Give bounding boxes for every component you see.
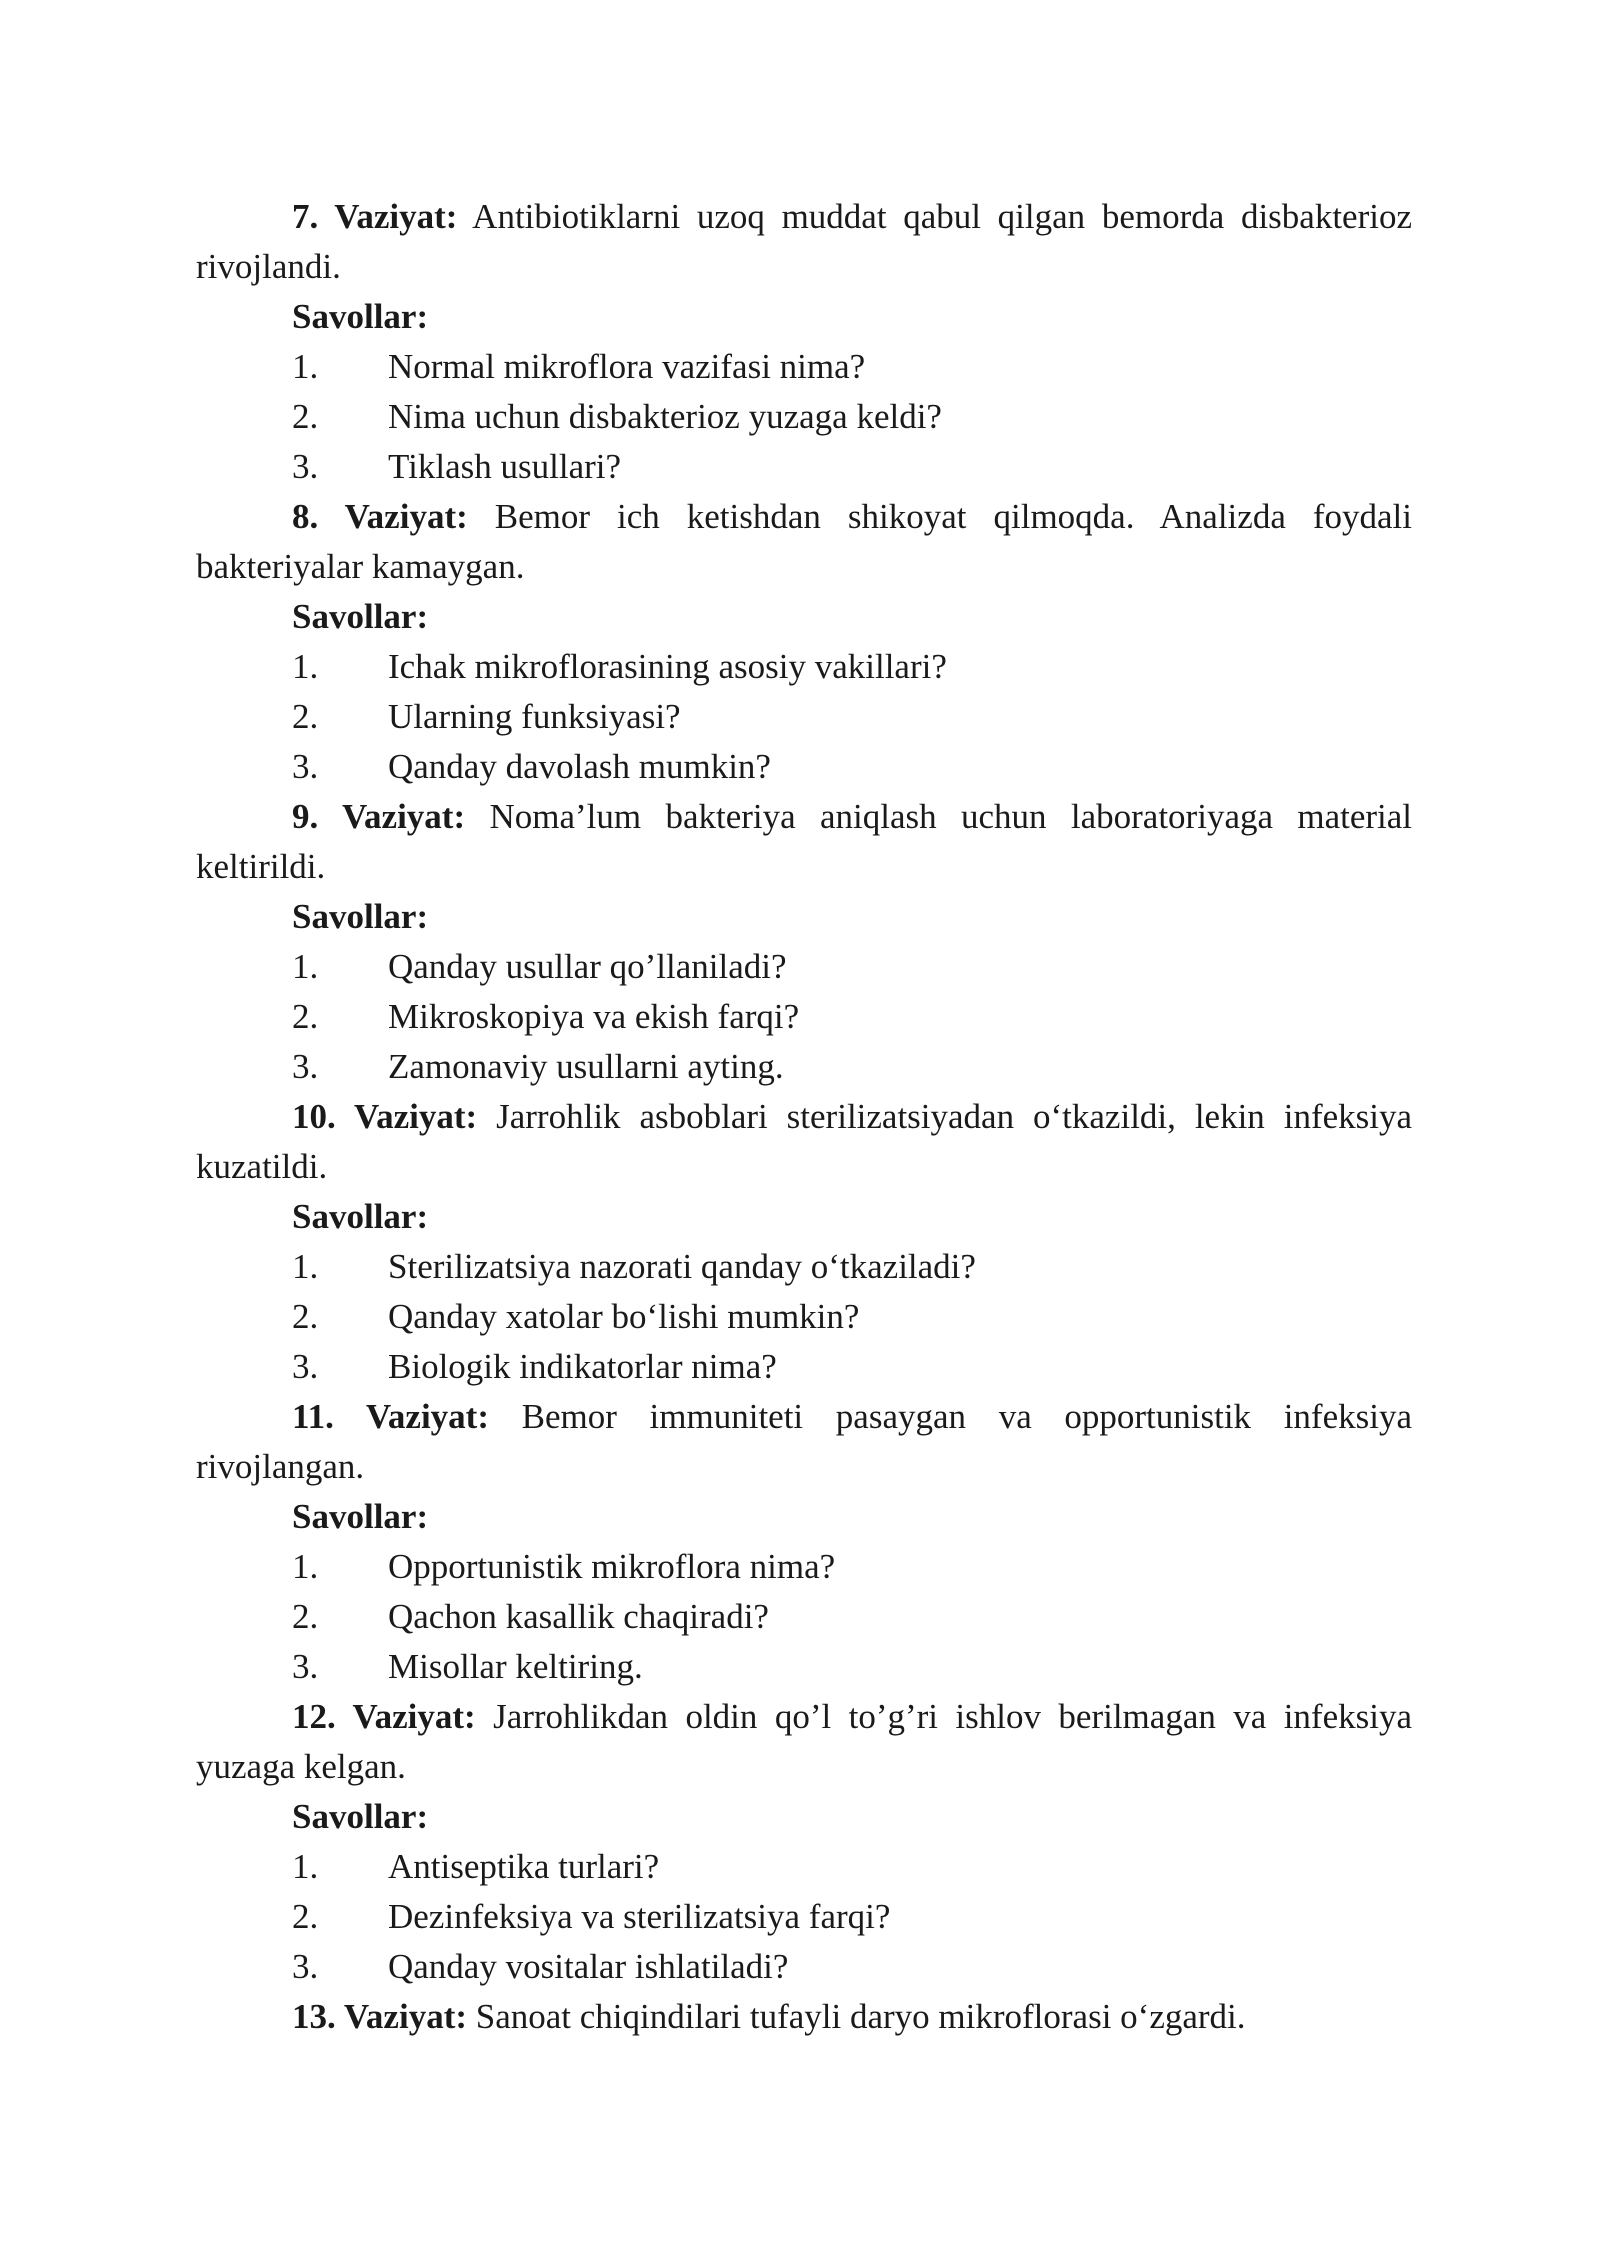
case-section [196, 192, 1412, 492]
case-label: 10. Vaziyat: [292, 1097, 478, 1136]
question-number: 2. [292, 697, 319, 736]
case-description: Noma’lum bakteriya aniqlash uchun laboratoriyaga material keltirildi. [196, 797, 1413, 886]
case-paragraph [196, 1092, 1412, 1192]
question-number: 1. [292, 347, 319, 386]
question-text: Nima uchun disbakterioz yuzaga keldi? [388, 397, 942, 436]
question-text: Qanday vositalar ishlatiladi? [388, 1947, 789, 1986]
question-item [196, 1042, 1412, 1092]
question-list [196, 1842, 1412, 1992]
case-description: Bemor ich ketishdan shikoyat qilmoqda. Analizda foydali bakteriyalar kamaygan. [196, 497, 1412, 586]
question-item [196, 992, 1412, 1042]
question-text: Mikroskopiya va ekish farqi? [388, 997, 800, 1036]
question-item [196, 442, 1412, 492]
case-paragraph [196, 1992, 1412, 2042]
question-text: Qanday usullar qo’llaniladi? [388, 947, 787, 986]
question-number: 1. [292, 647, 319, 686]
case-section [196, 1092, 1412, 1392]
question-item [196, 392, 1412, 442]
question-number: 3. [292, 1947, 319, 1986]
question-number: 2. [292, 1897, 319, 1936]
question-item [196, 1842, 1412, 1892]
question-list [196, 342, 1412, 492]
question-text: Qachon kasallik chaqiradi? [388, 1597, 769, 1636]
question-text: Qanday davolash mumkin? [388, 747, 771, 786]
question-item [196, 1242, 1412, 1292]
question-list [196, 942, 1412, 1092]
question-number: 3. [292, 747, 319, 786]
question-item [196, 1592, 1412, 1642]
case-description: Jarrohlik asboblari sterilizatsiyadan o‘tkazildi, lekin infeksiya kuzatildi. [196, 1097, 1413, 1186]
question-text: Zamonaviy usullarni ayting. [388, 1047, 784, 1086]
question-item [196, 1942, 1412, 1992]
question-item [196, 1342, 1412, 1392]
case-paragraph [196, 1692, 1412, 1792]
case-description: Antibiotiklarni uzoq muddat qabul qilgan bemorda disbakterioz rivojlandi. [196, 197, 1412, 286]
case-label: 11. Vaziyat: [292, 1397, 489, 1436]
case-paragraph [196, 492, 1412, 592]
question-item [196, 1292, 1412, 1342]
case-section [196, 1692, 1412, 1992]
question-text: Sterilizatsiya nazorati qanday o‘tkaziladi? [388, 1247, 976, 1286]
question-text: Dezinfeksiya va sterilizatsiya farqi? [388, 1897, 891, 1936]
case-description: Jarrohlikdan oldin qo’l to’g’ri ishlov berilmagan va infeksiya yuzaga kelgan. [196, 1697, 1413, 1786]
case-description: Bemor immuniteti pasaygan va opportunistik infeksiya rivojlangan. [196, 1397, 1412, 1486]
document-page [196, 192, 1412, 2042]
question-number: 1. [292, 1247, 319, 1286]
question-number: 1. [292, 1847, 319, 1886]
question-number: 2. [292, 1297, 319, 1336]
question-text: Ichak mikroflorasining asosiy vakillari? [388, 647, 947, 686]
case-label: 13. Vaziyat: [292, 1997, 467, 2036]
questions-heading: Savollar: [292, 897, 429, 936]
question-item [196, 742, 1412, 792]
case-paragraph [196, 792, 1412, 892]
question-text: Antiseptika turlari? [388, 1847, 660, 1886]
question-number: 2. [292, 997, 319, 1036]
question-number: 3. [292, 1647, 319, 1686]
question-list [196, 1542, 1412, 1692]
case-paragraph [196, 1392, 1412, 1492]
question-number: 2. [292, 397, 319, 436]
questions-heading: Savollar: [292, 1797, 429, 1836]
questions-heading: Savollar: [292, 297, 429, 336]
questions-heading: Savollar: [292, 597, 429, 636]
question-item [196, 692, 1412, 742]
case-section [196, 492, 1412, 792]
question-number: 1. [292, 1547, 319, 1586]
case-label: 9. Vaziyat: [292, 797, 466, 836]
case-section [196, 792, 1412, 1092]
question-item [196, 1892, 1412, 1942]
case-description: Sanoat chiqindilari tufayli daryo mikroflorasi o‘zgardi. [475, 1997, 1246, 2036]
case-label: 12. Vaziyat: [292, 1697, 476, 1736]
question-number: 3. [292, 1347, 319, 1386]
question-item [196, 342, 1412, 392]
question-number: 3. [292, 1047, 319, 1086]
question-list [196, 1242, 1412, 1392]
case-paragraph [196, 192, 1412, 292]
case-section [196, 1392, 1412, 1692]
question-number: 2. [292, 1597, 319, 1636]
question-text: Ularning funksiyasi? [388, 697, 681, 736]
question-text: Qanday xatolar bo‘lishi mumkin? [388, 1297, 860, 1336]
question-text: Opportunistik mikroflora nima? [388, 1547, 836, 1586]
questions-heading: Savollar: [292, 1497, 429, 1536]
question-number: 1. [292, 947, 319, 986]
question-list [196, 642, 1412, 792]
question-text: Tiklash usullari? [388, 447, 622, 486]
question-number: 3. [292, 447, 319, 486]
question-item [196, 1542, 1412, 1592]
question-item [196, 642, 1412, 692]
case-section [196, 1992, 1412, 2042]
case-label: 7. Vaziyat: [292, 197, 458, 236]
question-item [196, 942, 1412, 992]
question-text: Normal mikroflora vazifasi nima? [388, 347, 866, 386]
questions-heading: Savollar: [292, 1197, 429, 1236]
question-text: Misollar keltiring. [388, 1647, 643, 1686]
question-text: Biologik indikatorlar nima? [388, 1347, 777, 1386]
question-item [196, 1642, 1412, 1692]
case-label: 8. Vaziyat: [292, 497, 468, 536]
